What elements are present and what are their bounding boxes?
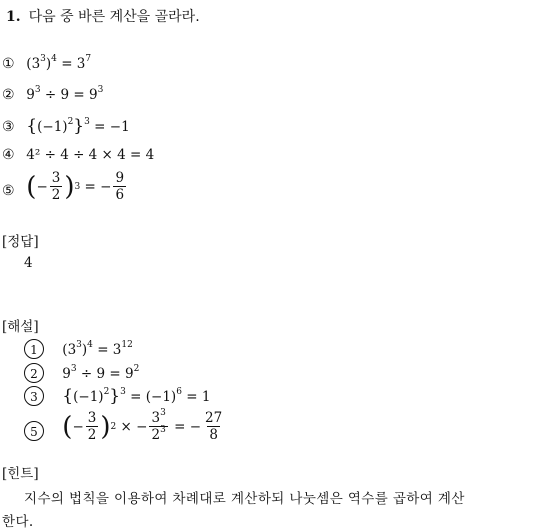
solution-expression: $(3^3)^4 = 3^{12}$ [62, 340, 133, 358]
solution-item-3 [24, 386, 210, 406]
question-number: 1. [6, 9, 21, 25]
choice-3 [2, 116, 130, 136]
choice-expression: ( − $\frac{3}{2}$ ) 3 = − $\frac{9}{6}$ [26, 170, 125, 203]
choice-4 [2, 147, 154, 163]
choice-marker: ② [2, 87, 15, 103]
solution-item-1 [24, 339, 133, 359]
solution-marker: 5 [24, 421, 44, 441]
question-title [6, 6, 200, 26]
choice-expression: 4² ÷ 4 ÷ 4 × 4 = 4 [26, 147, 155, 163]
choice-marker: ④ [2, 147, 15, 163]
solution-expression: ( − $\frac{3}{2}$ ) 2 × − $\frac{3^3}{2^3}$ = − $\frac{27}{8}$ [62, 408, 223, 443]
solution-marker: 2 [24, 363, 44, 383]
choice-expression: $\{(-1)^2\}^3 = -1$ [26, 116, 130, 136]
solution-label: [해설] [2, 319, 39, 335]
choice-expression: $(3^3)^4 = 3^7$ [26, 54, 92, 72]
question-text: 다음 중 바른 계산을 골라라. [28, 9, 200, 25]
hint-line-1: 지수의 법칙을 이용하여 차례대로 계산하되 나눗셈은 역수를 곱하여 계산 [24, 491, 465, 507]
answer-value: 4 [24, 255, 33, 271]
solution-marker: 3 [24, 386, 44, 406]
choice-5 [2, 170, 128, 203]
choice-1 [2, 56, 91, 72]
solution-marker: 1 [24, 339, 44, 359]
solution-item-5 [24, 410, 226, 443]
choice-marker: ① [2, 56, 15, 72]
choice-marker: ⑤ [2, 183, 15, 199]
hint-line-2: 한다. [2, 514, 34, 530]
hint-label: [힌트] [2, 466, 39, 482]
choice-expression: $9^3 \div 9 = 9^3$ [26, 85, 104, 103]
choice-marker: ③ [2, 119, 15, 135]
choice-2 [2, 87, 103, 103]
solution-expression: $\{(-1)^2\}^3 = (-1)^6 = 1$ [62, 386, 211, 406]
answer-label: [정답] [2, 234, 39, 250]
solution-expression: $9^3 \div 9 = 9^2$ [62, 364, 140, 382]
solution-item-2 [24, 363, 139, 383]
